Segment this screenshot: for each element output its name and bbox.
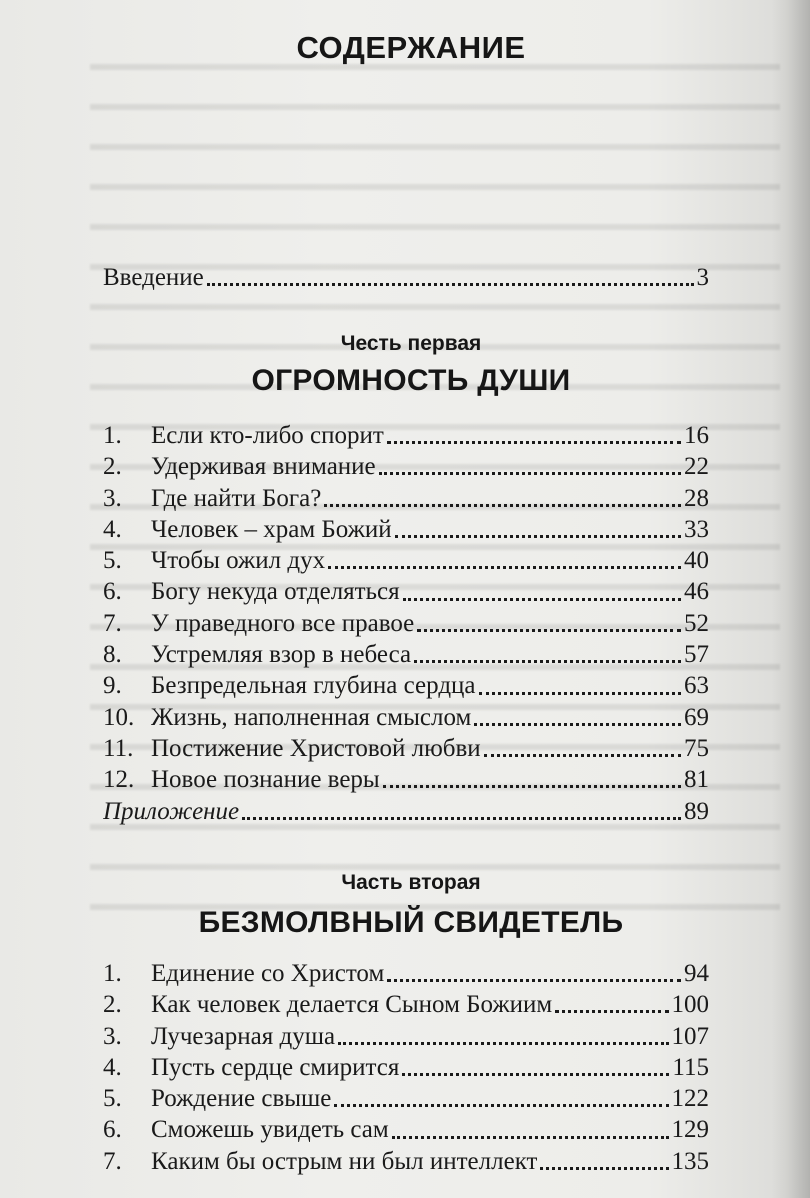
toc-page-number: 89 xyxy=(684,797,709,825)
toc-row[interactable] xyxy=(103,576,709,607)
toc-row[interactable] xyxy=(103,702,709,733)
toc-row[interactable] xyxy=(103,420,709,451)
part1-title: ОГРОМНОСТЬ ДУШИ xyxy=(251,364,571,397)
toc-part1-list xyxy=(103,420,709,827)
dot-leader xyxy=(242,817,681,820)
page-gutter-shadow xyxy=(772,0,810,1198)
toc-row[interactable] xyxy=(103,958,709,989)
toc-entry-title: Рождение свыше xyxy=(151,1085,332,1113)
toc-page-number: 46 xyxy=(684,578,709,606)
dot-leader xyxy=(392,1136,669,1139)
toc-row[interactable] xyxy=(103,989,709,1020)
toc-entry-number: 2. xyxy=(103,991,122,1019)
dot-leader xyxy=(328,566,681,569)
toc-page-number: 69 xyxy=(684,703,709,731)
toc-row[interactable] xyxy=(103,1052,709,1083)
toc-entry-title: Чтобы ожил дух xyxy=(151,547,326,575)
dot-leader xyxy=(474,723,681,726)
toc-page-number: 81 xyxy=(684,766,709,794)
toc-page-number: 33 xyxy=(684,515,709,543)
toc-entry-title: Где найти Бога? xyxy=(151,484,322,512)
toc-entry-number: 12. xyxy=(103,766,135,794)
toc-entry-title: Единение со Христом xyxy=(151,960,385,987)
part2-label: Часть вторая xyxy=(341,871,481,894)
dot-leader xyxy=(403,598,681,601)
toc-entry-number: 1. xyxy=(103,960,122,987)
dot-leader xyxy=(484,754,681,757)
toc-entry-title: У праведного все правое xyxy=(151,609,415,637)
toc-entry-number: 3. xyxy=(103,484,122,512)
dot-leader xyxy=(540,1167,668,1170)
contents-title: СОДЕРЖАНИЕ xyxy=(296,30,526,65)
toc-entry-title: Безпредельная глубина сердца xyxy=(151,672,476,700)
toc-entry-title: Новое познание веры xyxy=(151,766,380,794)
toc-page-number: 16 xyxy=(684,422,709,449)
toc-entry-number: 5. xyxy=(103,1085,122,1113)
toc-entry-title: Жизнь, наполненная смыслом xyxy=(151,703,472,731)
toc-row[interactable] xyxy=(103,670,709,701)
toc-entry-title: Сможешь увидеть сам xyxy=(151,1116,389,1144)
toc-page-number: 129 xyxy=(671,1116,709,1144)
dot-leader xyxy=(207,283,694,286)
dot-leader xyxy=(379,472,681,475)
toc-entry-number: 9. xyxy=(103,672,122,700)
toc-entry-number: 3. xyxy=(103,1022,122,1050)
dot-leader xyxy=(414,660,681,663)
part2-title: БЕЗМОЛВНЫЙ СВИДЕТЕЛЬ xyxy=(198,906,624,939)
toc-entry-title: Введение xyxy=(103,264,204,291)
toc-entry-title: Устремляя взор в небеса xyxy=(151,641,412,669)
dot-leader xyxy=(395,535,681,538)
toc-row[interactable] xyxy=(103,764,709,795)
toc-page-number: 135 xyxy=(671,1147,709,1175)
dot-leader xyxy=(402,1073,669,1076)
dot-leader xyxy=(479,692,681,695)
toc-page-number: 107 xyxy=(671,1022,709,1050)
toc-page-number: 28 xyxy=(684,484,709,512)
toc-row[interactable] xyxy=(103,608,709,639)
toc-page-number: 100 xyxy=(671,991,709,1019)
toc-entry-title: Приложение xyxy=(103,797,240,825)
toc-entry-number: 4. xyxy=(103,1053,122,1081)
dot-leader xyxy=(334,1104,668,1107)
toc-entry-title: Пусть сердце смирится xyxy=(151,1053,400,1081)
toc-entry-title: Человек – храм Божий xyxy=(151,515,392,543)
dot-leader xyxy=(555,1010,668,1013)
toc-row-appendix[interactable] xyxy=(103,796,709,827)
toc-entry-number: 6. xyxy=(103,578,122,606)
toc-page-number: 75 xyxy=(684,734,709,762)
toc-page-number: 3 xyxy=(696,264,709,291)
toc-page-number: 22 xyxy=(684,453,709,481)
toc-row[interactable] xyxy=(103,1146,709,1177)
dot-leader xyxy=(387,441,681,444)
toc-entry-number: 7. xyxy=(103,609,122,637)
toc-row[interactable] xyxy=(103,483,709,514)
toc-entry-number: 2. xyxy=(103,453,122,481)
toc-row[interactable] xyxy=(103,733,709,764)
toc-entry-number: 5. xyxy=(103,547,122,575)
part1-label: Честь первая xyxy=(340,332,482,355)
dot-leader xyxy=(387,979,681,982)
toc-entry-number: 1. xyxy=(103,422,122,449)
toc-row[interactable] xyxy=(103,514,709,545)
toc-row[interactable] xyxy=(103,639,709,670)
toc-entry-number: 6. xyxy=(103,1116,122,1144)
toc-page-number: 115 xyxy=(672,1053,709,1081)
toc-entry-number: 7. xyxy=(103,1147,122,1175)
toc-row[interactable] xyxy=(103,1021,709,1052)
toc-page-number: 94 xyxy=(684,960,709,987)
toc-entry-number: 10. xyxy=(103,703,135,731)
toc-page-number: 122 xyxy=(671,1085,709,1113)
toc-entry-number: 11. xyxy=(103,734,134,762)
toc-part2-list xyxy=(103,958,709,1177)
toc-entry-title: Как человек делается Сыном Божиим xyxy=(151,991,553,1019)
toc-row[interactable] xyxy=(103,451,709,482)
dot-leader xyxy=(324,504,681,507)
toc-page-number: 40 xyxy=(684,547,709,575)
toc-entry-title: Богу некуда отделяться xyxy=(151,578,400,606)
toc-page-number: 57 xyxy=(684,641,709,669)
toc-entry-title: Если кто-либо спорит xyxy=(151,422,384,449)
toc-page-number: 63 xyxy=(684,672,709,700)
toc-entry-number: 4. xyxy=(103,515,122,543)
toc-entry-title: Постижение Христовой любви xyxy=(151,734,481,762)
toc-page-number: 52 xyxy=(684,609,709,637)
toc-entry-title: Удерживая внимание xyxy=(151,453,376,481)
toc-row-intro[interactable] xyxy=(103,262,709,293)
toc-intro xyxy=(103,262,709,293)
toc-entry-title: Каким бы острым ни был интеллект xyxy=(151,1147,538,1175)
dot-leader xyxy=(338,1042,668,1045)
toc-row[interactable] xyxy=(103,545,709,576)
toc-entry-title: Лучезарная душа xyxy=(151,1022,336,1050)
toc-entry-number: 8. xyxy=(103,641,122,669)
dot-leader xyxy=(417,629,681,632)
toc-row[interactable] xyxy=(103,1083,709,1114)
toc-row[interactable] xyxy=(103,1114,709,1145)
dot-leader xyxy=(383,785,681,788)
